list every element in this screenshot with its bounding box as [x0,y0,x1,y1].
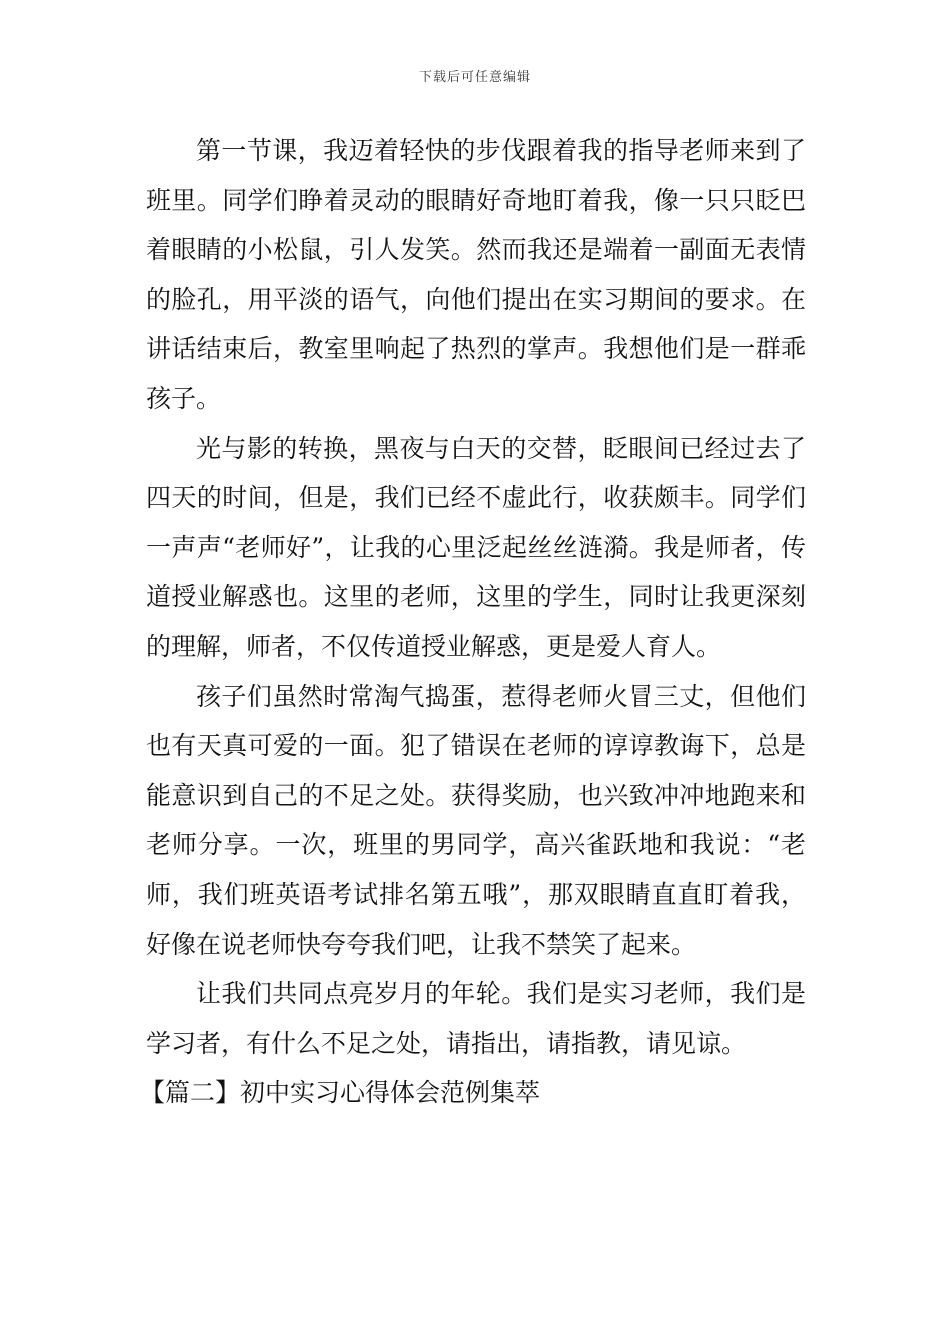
document-body [140,126,806,1118]
paragraph-first-class: 第一节课，我迈着轻快的步伐跟着我的指导老师来到了班里。同学们睁着灵动的眼睛好奇地盯着我，像一只只眨巴着眼睛的小松鼠，引人发笑。然而我还是端着一副面无表情的脸孔，用平淡的语气，向他们提出在实习期间的要求。在讲话结束后，教室里响起了热烈的掌声。我想他们是一群乖孩子。 [146,136,806,413]
paragraph-light-and-shadow: 光与影的转换，黑夜与白天的交替，眨眼间已经过去了四天的时间，但是，我们已经不虚此行，收获颇丰。同学们一声声“老师好”，让我的心里泛起丝丝涟漪。我是师者，传道授业解惑也。这里的老师，这里的学生，同时让我更深刻的理解，师者，不仅传道授业解惑，更是爱人育人。 [146,433,806,661]
paragraph-closing: 让我们共同点亮岁月的年轮。我们是实习老师，我们是学习者，有什么不足之处，请指出，请指教，请见谅。 [146,979,806,1058]
section-heading: 【篇二】初中实习心得体会范例集萃 [140,1078,541,1108]
download-note: 下载后可任意编辑 [418,70,531,85]
paragraph-children: 孩子们虽然时常淘气捣蛋，惹得老师火冒三丈，但他们也有天真可爱的一面。犯了错误在老师的谆谆教诲下，总是能意识到自己的不足之处。获得奖励，也兴致冲冲地跑来和老师分享。一次，班里的男同学，高兴雀跃地和我说：“老师，我们班英语考试排名第五哦”，那双眼睛直直盯着我，好像在说老师快夸夸我们吧，让我不禁笑了起来。 [146,681,806,959]
